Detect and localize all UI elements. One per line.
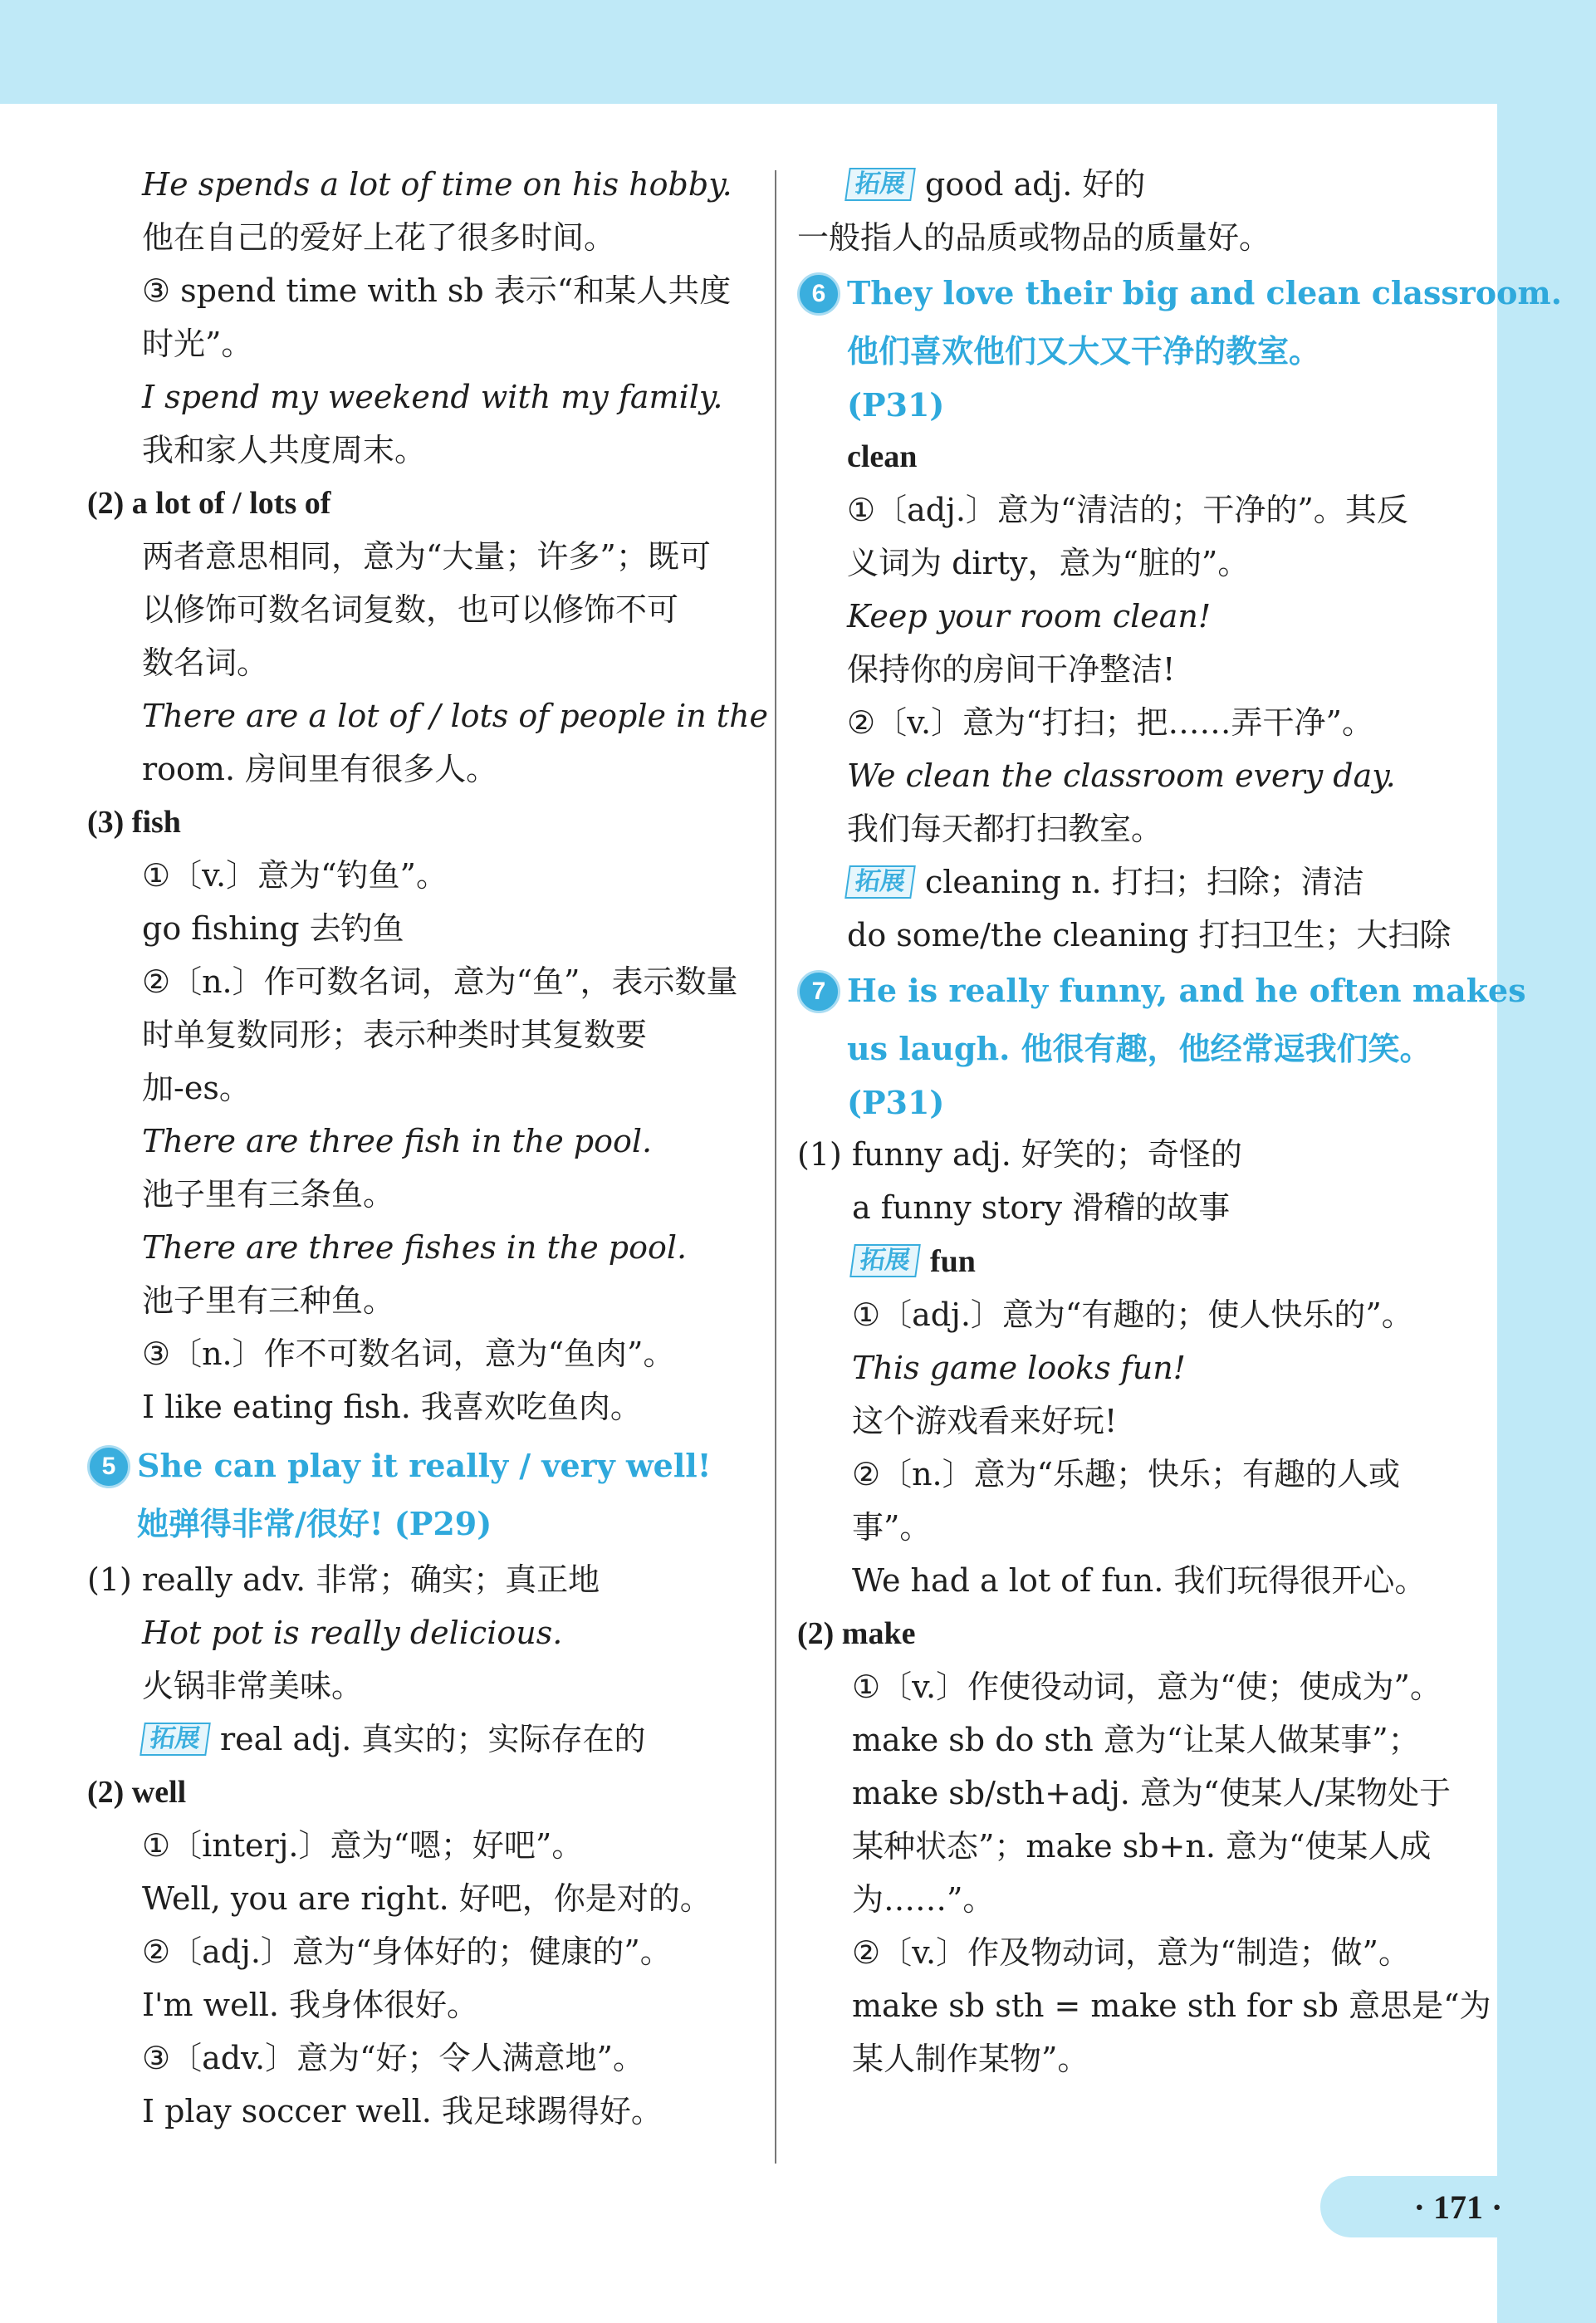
extension-tag: 拓展 — [845, 865, 916, 899]
text-line: (1) funny adj. 好笑的；奇怪的 — [797, 1136, 1242, 1173]
text-line: ②〔v.〕作及物动词，意为“制造；做”。 — [852, 1934, 1410, 1971]
section-7-title-row-2 — [797, 1020, 1461, 1078]
text-line: ②〔adj.〕意为“身体好的；健康的”。 — [142, 1933, 672, 1970]
really-entry — [87, 1553, 760, 1713]
text-line: make sb do sth 意为“让某人做某事”； — [852, 1722, 1420, 1758]
text-line: I play soccer well. 我足球踢得好。 — [142, 2093, 663, 2129]
text-line: This game looks fun! — [852, 1350, 1186, 1386]
section-5-subtitle: 她弹得非常/很好! (P29) — [137, 1505, 492, 1542]
section-5-heading — [87, 1437, 760, 1495]
right-band — [1497, 0, 1596, 2323]
extension-tag: 拓展 — [849, 1244, 921, 1277]
text-line: We had a lot of fun. 我们玩得很开心。 — [852, 1562, 1427, 1599]
text-line: 某人制作某物”。 — [852, 2041, 1089, 2077]
text-line: 这个游戏看来好玩! — [852, 1403, 1118, 1439]
text-line: 为……”。 — [852, 1881, 995, 1918]
right-column — [797, 158, 1562, 2085]
cleaning-phrase — [797, 909, 1461, 962]
text-line: I like eating fish. 我喜欢吃鱼肉。 — [142, 1389, 642, 1425]
funny-entry — [797, 1128, 1461, 1234]
good-note — [797, 211, 1461, 264]
text-line: make sb sth = make sth for sb 意思是“为 — [852, 1987, 1491, 2024]
text-line: ①〔v.〕意为“钓鱼”。 — [142, 857, 448, 894]
extension-tag: 拓展 — [140, 1723, 211, 1756]
text-line: 我们每天都打扫教室。 — [847, 811, 1163, 847]
text-line: make sb/sth+adj. 意为“使某人/某物处于 — [852, 1775, 1452, 1811]
top-band — [0, 0, 1596, 104]
text-line: 一般指人的品质或物品的质量好。 — [797, 219, 1271, 256]
text-line: 某种状态”；make sb+n. 意为“使某人成 — [852, 1828, 1432, 1865]
section-7-title-2: us laugh. 他很有趣，他经常逗我们笑。 — [847, 1030, 1432, 1067]
well-entry — [87, 1766, 760, 2138]
extension-fun-text: fun — [930, 1244, 976, 1279]
text-line: 两者意思相同，意为“大量；许多”；既可 — [142, 538, 711, 575]
section-number-5: 5 — [87, 1445, 130, 1488]
extension-fun — [797, 1234, 1461, 1288]
text-line: go fishing 去钓鱼 — [142, 910, 404, 947]
text-line: 加-es。 — [142, 1070, 251, 1106]
extension-cleaning — [797, 855, 1461, 909]
text-line: ③〔n.〕作不可数名词，意为“鱼肉”。 — [142, 1335, 675, 1372]
text-line: ③〔adv.〕意为“好；令人满意地”。 — [142, 2040, 644, 2076]
text-line: ②〔v.〕意为“打扫；把……弄干净”。 — [847, 704, 1373, 741]
text-line: I spend my weekend with my family. — [142, 379, 723, 415]
section-6-page-row — [797, 380, 1461, 430]
text-line: a funny story 滑稽的故事 — [852, 1189, 1231, 1226]
text-line: 义词为 dirty，意为“脏的”。 — [847, 545, 1250, 581]
extension-real — [87, 1713, 760, 1766]
text-line: I'm well. 我身体很好。 — [142, 1987, 479, 2023]
fun-make-entries — [797, 1288, 1491, 2085]
text-line: 数名词。 — [142, 644, 269, 681]
text-line: There are a lot of / lots of people in the — [142, 698, 769, 734]
text-line: ②〔n.〕作可数名词，意为“鱼”，表示数量 — [142, 963, 738, 1000]
text-line: (2) well — [87, 1775, 187, 1810]
text-line: (3) fish — [87, 805, 181, 840]
text-line: 火锅非常美味。 — [142, 1668, 364, 1704]
text-line: Hot pot is really delicious. — [142, 1615, 563, 1651]
extension-good — [797, 158, 1461, 211]
section-6-page-ref: (P31) — [847, 386, 945, 424]
section-6-heading — [797, 264, 1562, 322]
extension-cleaning-text: cleaning n. 打扫；扫除；清洁 — [925, 864, 1364, 900]
section-7-page-row — [797, 1078, 1461, 1128]
text-line: 我和家人共度周末。 — [142, 432, 427, 468]
text-line: ①〔v.〕作使役动词，意为“使；使成为”。 — [852, 1669, 1442, 1705]
section-number-7: 7 — [797, 970, 840, 1013]
text-line: 事”。 — [852, 1509, 932, 1546]
text-line: Well, you are right. 好吧，你是对的。 — [142, 1880, 712, 1917]
text-line: 时光”。 — [142, 326, 253, 362]
text-line: There are three fishes in the pool. — [142, 1229, 688, 1266]
text-line: ①〔adj.〕意为“清洁的；干净的”。其反 — [847, 492, 1408, 528]
section-number-6: 6 — [797, 272, 840, 316]
section-5-title: She can play it really / very well! — [137, 1447, 712, 1484]
text-line: 他在自己的爱好上花了很多时间。 — [142, 219, 616, 256]
text-line: 池子里有三种鱼。 — [142, 1282, 395, 1319]
text-line: ①〔interj.〕意为“嗯；好吧”。 — [142, 1827, 584, 1864]
text-line: room. 房间里有很多人。 — [142, 751, 498, 787]
section-7-page-ref: (P31) — [847, 1084, 945, 1121]
text-line: 保持你的房间干净整洁! — [847, 651, 1176, 688]
clean-entry — [797, 430, 1461, 855]
text-line: (1) really adv. 非常；确实；真正地 — [87, 1561, 600, 1598]
text-line: We clean the classroom every day. — [847, 757, 1396, 794]
text-line: 池子里有三条鱼。 — [142, 1176, 395, 1213]
section-7-title: He is really funny, and he often makes — [847, 972, 1526, 1009]
section-6-subtitle-row — [797, 322, 1461, 380]
text-line: Keep your room clean! — [847, 598, 1212, 635]
text-line: do some/the cleaning 打扫卫生；大扫除 — [847, 917, 1452, 953]
text-line: (2) a lot of / lots of — [87, 486, 331, 521]
text-line: (2) make — [797, 1616, 916, 1651]
text-line: ③ spend time with sb 表示“和某人共度 — [142, 272, 732, 309]
text-line: There are three fish in the pool. — [142, 1123, 653, 1159]
extension-good-text: good adj. 好的 — [925, 166, 1146, 203]
text-line: 以修饰可数名词复数，也可以修饰不可 — [142, 591, 679, 628]
extension-tag: 拓展 — [845, 168, 916, 201]
column-divider — [775, 170, 776, 2164]
text-line: He spends a lot of time on his hobby. — [142, 166, 732, 203]
left-column — [87, 158, 769, 2138]
left-text-block — [87, 158, 769, 1433]
section-6-title: They love their big and clean classroom. — [847, 274, 1562, 311]
text-line: clean — [847, 439, 918, 474]
section-7-heading — [797, 962, 1526, 1020]
section-6-subtitle: 他们喜欢他们又大又干净的教室。 — [847, 332, 1321, 370]
section-5-subtitle-row — [87, 1495, 760, 1553]
text-line: ②〔n.〕意为“乐趣；快乐；有趣的人或 — [852, 1456, 1401, 1492]
text-line: 时单复数同形；表示种类时其复数要 — [142, 1017, 648, 1053]
text-line: ①〔adj.〕意为“有趣的；使人快乐的”。 — [852, 1296, 1413, 1333]
extension-real-text: real adj. 真实的；实际存在的 — [220, 1721, 646, 1757]
page-number: · 171 · — [1320, 2176, 1596, 2237]
